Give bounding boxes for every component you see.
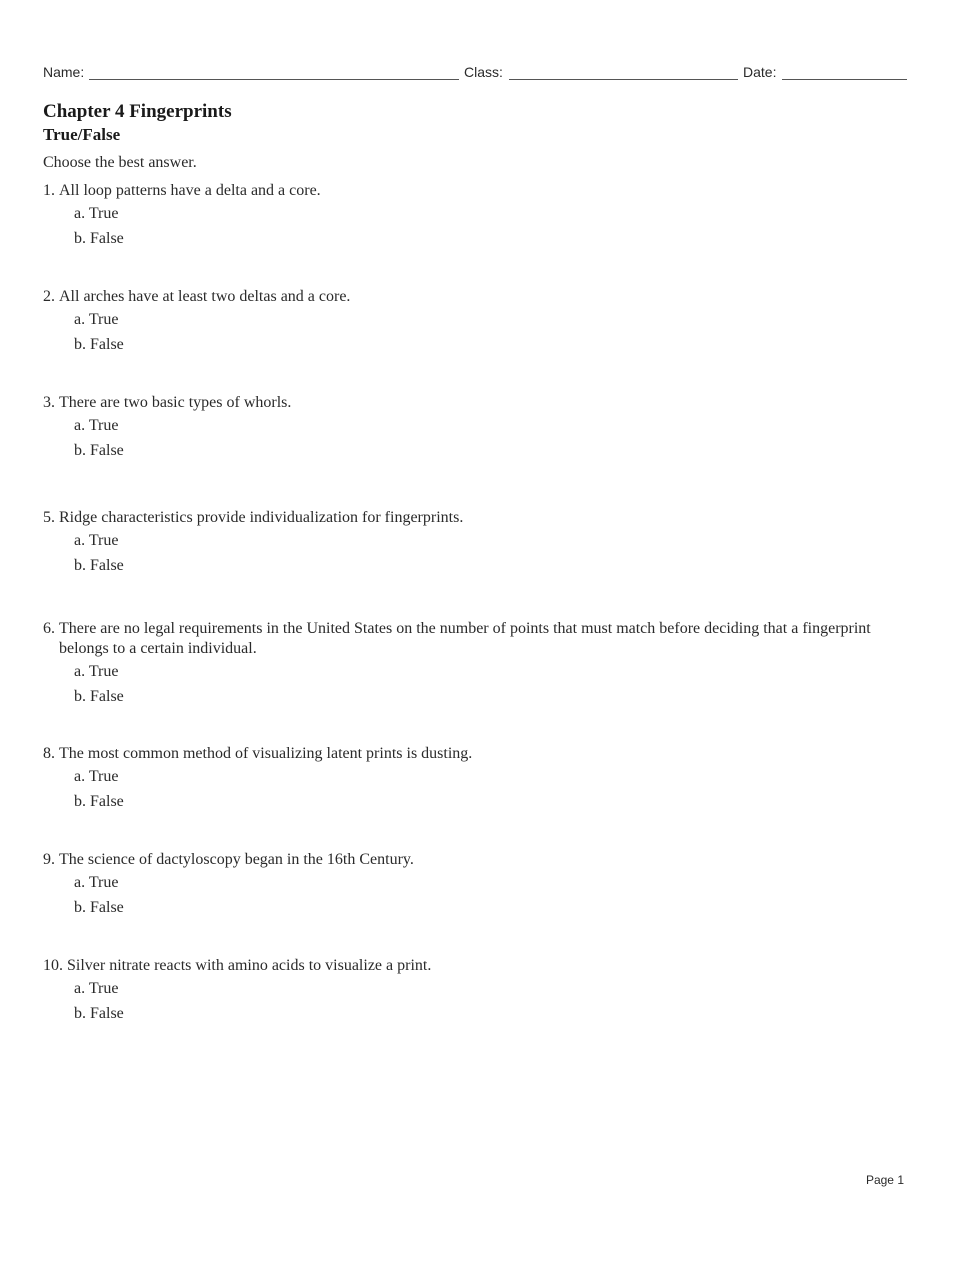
class-label: Class:: [464, 64, 503, 80]
question-6: [43, 619, 893, 709]
question-number: 2.: [43, 288, 55, 305]
option-false[interactable]: b. False: [74, 557, 124, 574]
question-number: 6.: [43, 620, 55, 637]
option-false[interactable]: b. False: [74, 442, 124, 459]
question-number: 8.: [43, 745, 55, 762]
option-false[interactable]: b. False: [74, 688, 124, 705]
question-number: 1.: [43, 182, 55, 199]
option-true[interactable]: a. True: [74, 980, 119, 997]
question-10: [43, 956, 893, 1026]
option-false[interactable]: b. False: [74, 230, 124, 247]
section-subtitle: True/False: [43, 125, 121, 144]
question-9: [43, 850, 893, 920]
question-number: 10.: [43, 957, 63, 974]
question-number: 5.: [43, 509, 55, 526]
option-false[interactable]: b. False: [74, 793, 124, 810]
question-number: 3.: [43, 394, 55, 411]
page-number: Page 1: [865, 1173, 904, 1187]
date-label: Date:: [743, 64, 777, 80]
instructions: Choose the best answer.: [43, 154, 197, 171]
question-text: All arches have at least two deltas and a core.: [59, 288, 351, 305]
option-true[interactable]: a. True: [74, 532, 119, 549]
page-title: Chapter 4 Fingerprints: [43, 101, 232, 122]
option-true[interactable]: a. True: [74, 768, 119, 785]
question-text: Silver nitrate reacts with amino acids to visualize a print.: [67, 957, 432, 974]
option-false[interactable]: b. False: [74, 1005, 124, 1022]
question-1: [43, 181, 893, 251]
question-3: [43, 393, 893, 463]
student-info-header: [43, 64, 907, 86]
question-text: The most common method of visualizing latent prints is dusting.: [59, 745, 473, 762]
name-field-line[interactable]: [89, 79, 459, 80]
date-field-line[interactable]: [782, 79, 907, 80]
option-true[interactable]: a. True: [74, 417, 119, 434]
option-true[interactable]: a. True: [74, 311, 119, 328]
question-number: 9.: [43, 851, 55, 868]
question-text: Ridge characteristics provide individualization for fingerprints.: [59, 509, 464, 526]
question-text: The science of dactyloscopy began in the 16th Century.: [59, 851, 414, 868]
question-text: There are no legal requirements in the United States on the number of points that must match before deciding that a fingerprint belongs to a certain individual.: [59, 620, 871, 657]
name-label: Name:: [43, 64, 85, 80]
question-text: There are two basic types of whorls.: [59, 394, 292, 411]
option-false[interactable]: b. False: [74, 899, 124, 916]
question-5: [43, 508, 893, 578]
option-true[interactable]: a. True: [74, 874, 119, 891]
option-true[interactable]: a. True: [74, 205, 119, 222]
option-true[interactable]: a. True: [74, 663, 119, 680]
question-text: All loop patterns have a delta and a core.: [59, 182, 321, 199]
option-false[interactable]: b. False: [74, 336, 124, 353]
question-2: [43, 287, 893, 357]
class-field-line[interactable]: [509, 79, 738, 80]
question-8: [43, 744, 893, 814]
